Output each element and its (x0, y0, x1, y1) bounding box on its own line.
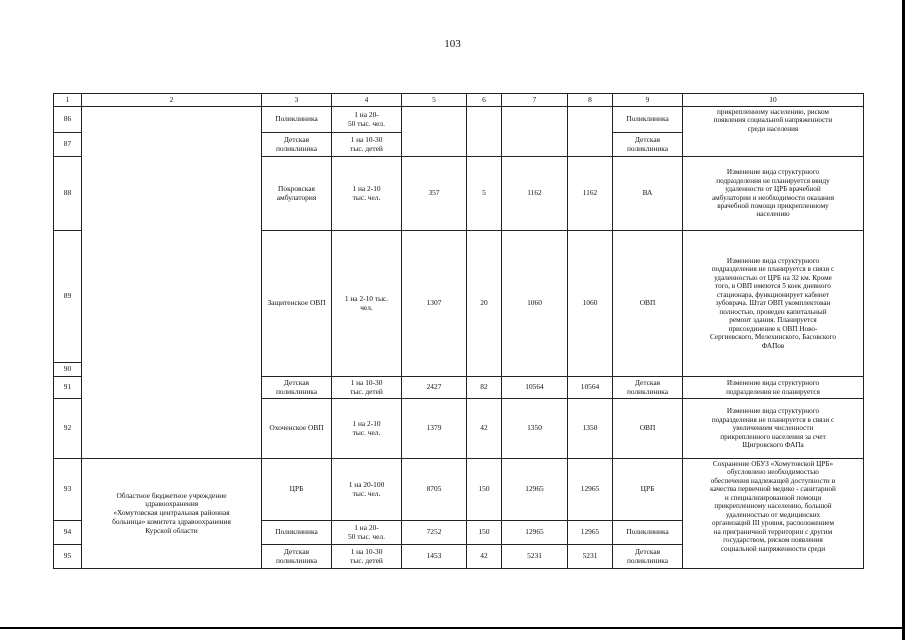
distance-2: 1162 (568, 157, 613, 231)
distance: 10564 (502, 377, 568, 399)
note: Изменение вида структурного подразделения не планируется в связи с увеличением численности прикрепленного населения за счет Щигровского ФАПа (683, 399, 864, 459)
facility-kind: Поликлиника (613, 521, 683, 545)
facility-kind: Детская поликлиника (613, 545, 683, 569)
facility-type: Охоченское ОВП (262, 399, 332, 459)
facility-kind: Детская поликлиника (613, 377, 683, 399)
empty-cell (467, 107, 502, 157)
population: 2427 (402, 377, 467, 399)
distance: 12965 (502, 459, 568, 521)
scan-edge-bottom (0, 627, 905, 629)
note: Сохранение ОБУЗ «Хомутовской ЦРБ» обусловлено необходимостью обеспечения надлежащей доступности и качества первичной медико - санитарной и специализированной помощи прикрепленному населению, большой удаленностью от медицинских организаций III уровня, расположением на приграничной территории с другим государством, риском появления социальной напряженности среди (683, 459, 864, 569)
row-number: 92 (54, 399, 82, 459)
row-number: 93 (54, 459, 82, 521)
registry-table (53, 93, 864, 569)
row-number: 91 (54, 377, 82, 399)
empty-cell (402, 107, 467, 157)
population: 357 (402, 157, 467, 231)
population: 8705 (402, 459, 467, 521)
distance: 12965 (502, 521, 568, 545)
row-number: 95 (54, 545, 82, 569)
facility-type: Защитенское ОВП (262, 231, 332, 377)
facility-type: Детская поликлиника (262, 133, 332, 157)
distance: 5231 (502, 545, 568, 569)
organization-name: Областное бюджетное учреждение здравоохранения «Хомутовская центральная районная больница» комитета здравоохранения Курской области (82, 459, 262, 569)
header-cell: 8 (568, 94, 613, 107)
header-cell: 4 (332, 94, 402, 107)
header-cell: 5 (402, 94, 467, 107)
header-cell: 9 (613, 94, 683, 107)
empty-cell (568, 107, 613, 157)
population: 1379 (402, 399, 467, 459)
distance-2: 10564 (568, 377, 613, 399)
distance-2: 5231 (568, 545, 613, 569)
row-number: 86 (54, 107, 82, 133)
facility-kind: Поликлиника (613, 107, 683, 133)
facility-kind: ВА (613, 157, 683, 231)
norm: 1 на 20- 50 тыс. чел. (332, 521, 402, 545)
table-row (54, 459, 864, 521)
visits: 5 (467, 157, 502, 231)
org-cell-empty (82, 107, 262, 459)
facility-kind: Детская поликлиника (613, 133, 683, 157)
row-number: 90 (54, 363, 82, 377)
visits: 150 (467, 521, 502, 545)
facility-type: Детская поликлиника (262, 545, 332, 569)
population: 7252 (402, 521, 467, 545)
header-cell: 1 (54, 94, 82, 107)
table-row (54, 107, 864, 133)
note: Изменение вида структурного подразделения не планируется в связи с удаленностью от ЦРБ на 32 км. Кроме того, в ОВП имеются 5 коек дневного стационара, функционирует кабинет зубоврача. Штат ОВП укомплектован полностью, проведен капитальный ремонт здания. Планируется присоединение к ОВП Ново- Сергиевского, Мелехинского, Басовского ФАПов (683, 231, 864, 377)
facility-type: Поликлиника (262, 521, 332, 545)
norm: 1 на 10-30 тыс. детей (332, 377, 402, 399)
note: Изменение вида структурного подразделения не планируется (683, 377, 864, 399)
page-number: 103 (444, 38, 461, 50)
distance-2: 12965 (568, 521, 613, 545)
header-cell: 7 (502, 94, 568, 107)
population: 1453 (402, 545, 467, 569)
norm: 1 на 10-30 тыс. детей (332, 133, 402, 157)
note: Изменение вида структурного подразделения не планируется ввиду удаленности от ЦРБ врачебной амбулатории и необходимости оказания врачебной помощи прикрепленному населению (683, 157, 864, 231)
distance-2: 1060 (568, 231, 613, 377)
population: 1307 (402, 231, 467, 377)
norm: 1 на 2-10 тыс. чел. (332, 231, 402, 377)
header-cell: 2 (82, 94, 262, 107)
norm: 1 на 10-30 тыс. детей (332, 545, 402, 569)
facility-kind: ОВП (613, 399, 683, 459)
row-number: 89 (54, 231, 82, 363)
empty-cell (502, 107, 568, 157)
facility-kind: ЦРБ (613, 459, 683, 521)
visits: 150 (467, 459, 502, 521)
header-cell: 6 (467, 94, 502, 107)
visits: 20 (467, 231, 502, 377)
norm: 1 на 2-10 тыс. чел. (332, 399, 402, 459)
distance: 1350 (502, 399, 568, 459)
visits: 82 (467, 377, 502, 399)
facility-type: Покровская амбулатория (262, 157, 332, 231)
facility-kind: ОВП (613, 231, 683, 377)
distance-2: 1350 (568, 399, 613, 459)
row-number: 94 (54, 521, 82, 545)
note: прикрепленному населению, риском появления социальной напряженности среди населения (683, 107, 864, 157)
norm: 1 на 2-10 тыс. чел. (332, 157, 402, 231)
norm: 1 на 20- 50 тыс. чел. (332, 107, 402, 133)
distance-2: 12965 (568, 459, 613, 521)
distance: 1060 (502, 231, 568, 377)
norm: 1 на 20-100 тыс. чел. (332, 459, 402, 521)
visits: 42 (467, 399, 502, 459)
facility-type: Детская поликлиника (262, 377, 332, 399)
header-cell: 10 (683, 94, 864, 107)
facility-type: Поликлиника (262, 107, 332, 133)
distance: 1162 (502, 157, 568, 231)
row-number: 87 (54, 133, 82, 157)
visits: 42 (467, 545, 502, 569)
facility-type: ЦРБ (262, 459, 332, 521)
header-cell: 3 (262, 94, 332, 107)
row-number: 88 (54, 157, 82, 231)
header-row (54, 94, 864, 107)
